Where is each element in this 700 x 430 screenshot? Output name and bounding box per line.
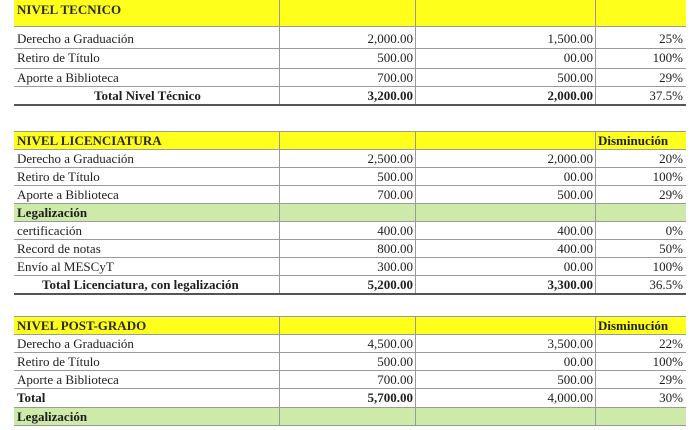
table-row [14, 240, 686, 258]
legalizacion-row [14, 408, 686, 426]
row-value-2: 400.00 [416, 222, 596, 239]
row-label: Derecho a Graduación [14, 335, 280, 352]
row-value-2: 00.00 [416, 168, 596, 185]
total-pct: 37.5% [649, 88, 683, 103]
row-value-2: 500.00 [416, 371, 596, 388]
total-value-2: 2,000.00 [416, 87, 596, 104]
row-label: Retiro de Título [14, 49, 280, 68]
table-row [14, 168, 686, 186]
row-pct: 29% [659, 187, 683, 202]
total-value-1: 5,200.00 [280, 276, 416, 293]
table-row [14, 150, 686, 168]
row-label: certificación [14, 222, 280, 239]
table-row [14, 222, 686, 240]
total-value-1: 3,200.00 [280, 87, 416, 104]
row-value-2: 3,500.00 [416, 335, 596, 352]
row-value-1: 2,500.00 [280, 150, 416, 167]
row-pct: 20% [659, 151, 683, 166]
row-value-2: 500.00 [416, 69, 596, 86]
row-pct: 22% [659, 336, 683, 351]
row-label: Retiro de Título [14, 353, 280, 370]
legalizacion-label: Legalización [14, 408, 280, 425]
row-value-2: 500.00 [416, 186, 596, 203]
row-value-1: 500.00 [280, 49, 416, 68]
row-value-2: 1,500.00 [416, 27, 596, 48]
row-pct: 25% [659, 31, 683, 46]
row-value-2: 400.00 [416, 240, 596, 257]
licenciatura-header-row [14, 132, 686, 150]
row-label: Derecho a Graduación [14, 150, 280, 167]
row-value-2: 00.00 [416, 49, 596, 68]
row-label: Aporte a Biblioteca [14, 371, 280, 388]
row-label: Aporte a Biblioteca [14, 69, 280, 86]
row-value-1: 700.00 [280, 371, 416, 388]
licenciatura-total-row [14, 276, 686, 295]
postgrado-header-row [14, 317, 686, 335]
licenciatura-title: NIVEL LICENCIATURA [14, 132, 280, 149]
row-value-1: 700.00 [280, 69, 416, 86]
row-value-2: 00.00 [416, 258, 596, 275]
row-pct: 29% [659, 372, 683, 387]
row-label: Derecho a Graduación [14, 27, 280, 48]
postgrado-total-row [14, 389, 686, 408]
total-pct: 30% [659, 390, 683, 405]
tecnico-title: NIVEL TECNICO [14, 0, 280, 26]
table-row [14, 335, 686, 353]
table-row [14, 186, 686, 204]
row-value-1: 800.00 [280, 240, 416, 257]
disminucion-header: Disminución [598, 133, 669, 148]
table-row [14, 353, 686, 371]
row-value-1: 500.00 [280, 168, 416, 185]
row-value-1: 700.00 [280, 186, 416, 203]
table-row [14, 27, 686, 49]
table-row [14, 371, 686, 389]
tecnico-header-row [14, 0, 686, 27]
postgrado-table [14, 316, 686, 426]
licenciatura-table [14, 131, 686, 295]
legalizacion-row [14, 204, 686, 222]
table-row [14, 49, 686, 69]
row-pct: 100% [652, 354, 683, 369]
postgrado-title: NIVEL POST-GRADO [14, 317, 280, 334]
row-value-1: 4,500.00 [280, 335, 416, 352]
table-row [14, 69, 686, 87]
row-value-1: 500.00 [280, 353, 416, 370]
total-value-2: 4,000.00 [416, 389, 596, 407]
total-label: Total Nivel Técnico [14, 87, 280, 104]
row-value-1: 400.00 [280, 222, 416, 239]
row-value-2: 2,000.00 [416, 150, 596, 167]
disminucion-header: Disminución [598, 318, 669, 333]
row-pct: 100% [652, 259, 683, 274]
total-value-2: 3,300.00 [416, 276, 596, 293]
total-label: Total Licenciatura, con legalización [14, 276, 280, 293]
row-value-2: 00.00 [416, 353, 596, 370]
row-pct: 100% [652, 50, 683, 65]
row-pct: 100% [652, 169, 683, 184]
row-label: Aporte a Biblioteca [14, 186, 280, 203]
row-value-1: 2,000.00 [280, 27, 416, 48]
row-pct: 0% [665, 223, 683, 238]
row-pct: 50% [659, 241, 683, 256]
row-label: Envío al MESCyT [14, 258, 280, 275]
total-label: Total [14, 389, 280, 407]
total-pct: 36.5% [649, 277, 683, 292]
row-value-1: 300.00 [280, 258, 416, 275]
legalizacion-label: Legalización [14, 204, 280, 221]
row-pct: 29% [659, 70, 683, 85]
tecnico-total-row [14, 87, 686, 106]
row-label: Record de notas [14, 240, 280, 257]
row-label: Retiro de Título [14, 168, 280, 185]
tecnico-table [14, 0, 686, 106]
table-row [14, 258, 686, 276]
total-value-1: 5,700.00 [280, 389, 416, 407]
